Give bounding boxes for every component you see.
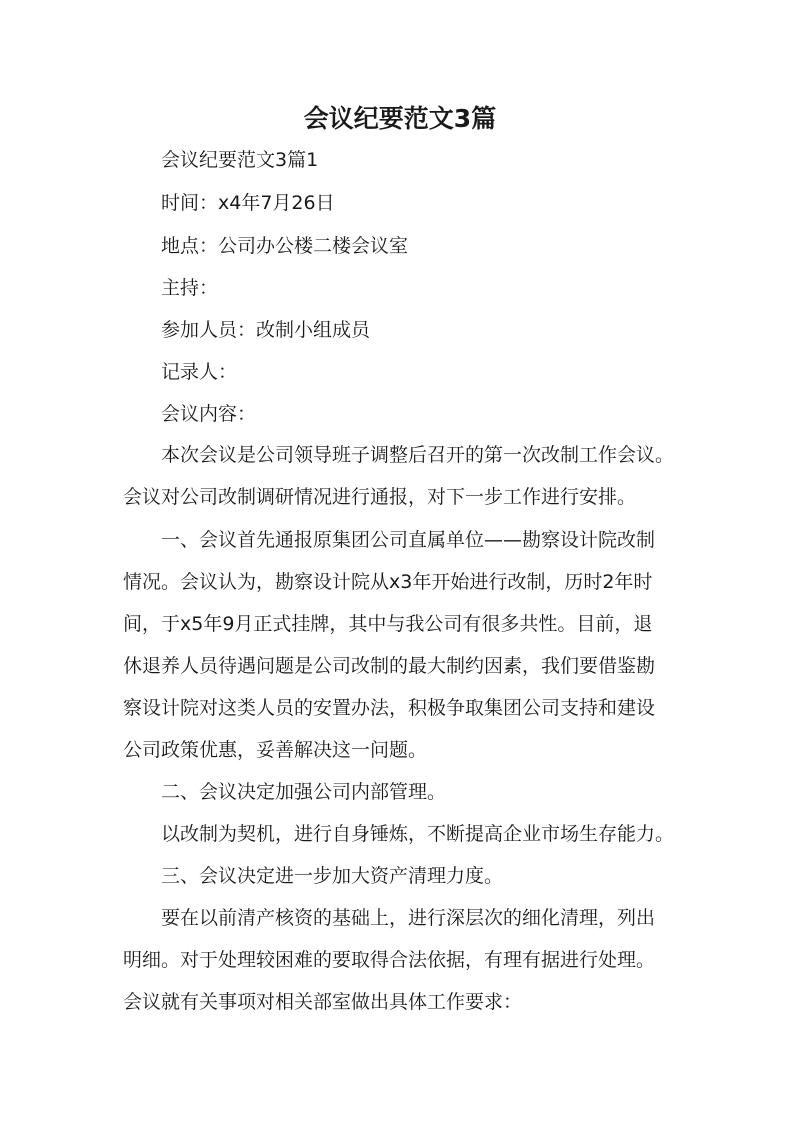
- paragraph-line: 三、会议决定进一步加大资产清理力度。: [161, 865, 504, 887]
- paragraph-line: 情况。会议认为，勘察设计院从x3年开始进行改制，历时2年时: [123, 571, 653, 593]
- paragraph-line: 察设计院对这类人员的安置办法，积极争取集团公司支持和建设: [123, 697, 656, 719]
- meeting-content-label: 会议内容：: [161, 403, 257, 425]
- paragraph-line: 本次会议是公司领导班子调整后召开的第一次改制工作会议。: [161, 444, 675, 466]
- meeting-host: 主持：: [161, 277, 219, 299]
- paragraph-line: 间，于x5年9月正式挂牌，其中与我公司有很多共性。目前，退: [123, 613, 653, 635]
- meeting-attendees: 参加人员：改制小组成员: [161, 319, 371, 341]
- section-heading: 会议纪要范文3篇1: [161, 149, 319, 171]
- paragraph-line: 二、会议决定加强公司内部管理。: [161, 781, 447, 803]
- paragraph-line: 会议对公司改制调研情况进行通报，对下一步工作进行安排。: [123, 486, 637, 508]
- paragraph-line: 会议就有关事项对相关部室做出具体工作要求：: [123, 991, 523, 1013]
- paragraph-line: 以改制为契机，进行自身锤炼，不断提高企业市场生存能力。: [161, 823, 675, 845]
- meeting-location: 地点：公司办公楼二楼会议室: [161, 235, 409, 257]
- paragraph-line: 要在以前清产核资的基础上，进行深层次的细化清理，列出: [161, 907, 656, 929]
- paragraph-line: 一、会议首先通报原集团公司直属单位——勘察设计院改制: [161, 529, 656, 551]
- meeting-time: 时间：x4年7月26日: [161, 192, 335, 214]
- paragraph-line: 明细。对于处理较困难的要取得合法依据，有理有据进行处理。: [123, 949, 656, 971]
- document-title: 会议纪要范文3篇: [303, 104, 497, 133]
- paragraph-line: 休退养人员待遇问题是公司改制的最大制约因素，我们要借鉴勘: [123, 655, 656, 677]
- paragraph-line: 公司政策优惠，妥善解决这一问题。: [123, 739, 428, 761]
- meeting-recorder: 记录人：: [161, 361, 238, 383]
